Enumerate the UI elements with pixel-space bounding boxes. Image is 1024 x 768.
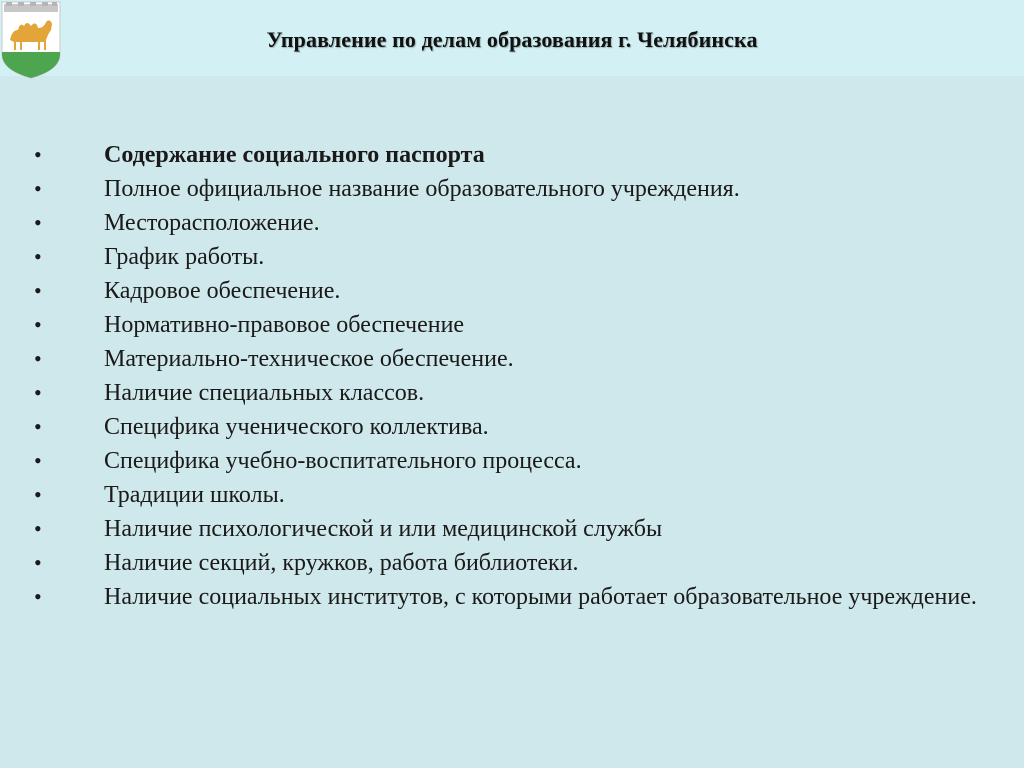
bullet-icon: • [34, 142, 42, 167]
list-item-text: Полное официальное название образовательного учреждения. [104, 176, 740, 202]
bullet-icon: • [34, 584, 42, 609]
list-item-text: Наличие психологической и или медицинской службы [104, 516, 663, 542]
list-item [34, 308, 994, 342]
list-item-text: Нормативно-правовое обеспечение [104, 312, 465, 338]
list-item [34, 376, 994, 410]
list-item [34, 138, 994, 172]
bullet-icon: • [34, 448, 42, 473]
list-item [34, 172, 994, 206]
bullet-icon: • [34, 210, 42, 235]
bullet-list [34, 138, 994, 612]
list-item-text: Традиции школы. [104, 482, 285, 508]
list-item-text: Специфика учебно-воспитательного процесса. [104, 448, 582, 474]
list-item [34, 546, 994, 580]
bullet-icon: • [34, 516, 42, 541]
bullet-icon: • [34, 312, 42, 337]
list-item-text: Специфика ученического коллектива. [104, 414, 489, 440]
list-item-text: Наличие специальных классов. [104, 380, 425, 406]
list-item-text: График работы. [104, 244, 265, 270]
list-item [34, 274, 994, 308]
page-title: Управление по делам образования г. Челябинска [266, 27, 758, 52]
bullet-icon: • [34, 550, 42, 575]
bullet-icon: • [34, 380, 42, 405]
list-item [34, 342, 994, 376]
list-item [34, 410, 994, 444]
list-item [34, 444, 994, 478]
bullet-icon: • [34, 278, 42, 303]
list-item-text: Наличие секций, кружков, работа библиотеки. [104, 550, 579, 576]
list-item [34, 512, 994, 546]
list-item [34, 478, 994, 512]
slide-content [34, 138, 994, 612]
bullet-icon: • [34, 346, 42, 371]
bullet-icon: • [34, 244, 42, 269]
list-item [34, 240, 994, 274]
list-item [34, 206, 994, 240]
list-item [34, 580, 994, 612]
bullet-icon: • [34, 482, 42, 507]
list-item-text: Месторасположение. [104, 210, 320, 236]
bullet-icon: • [34, 176, 42, 201]
bullet-icon: • [34, 414, 42, 439]
list-item-text: Кадровое обеспечение. [104, 278, 341, 304]
list-item-text: Наличие социальных институтов, с которыми работает образовательное учреждение. [104, 584, 977, 610]
list-item-text: Материально-техническое обеспечение. [104, 346, 514, 372]
list-item-text: Содержание социального паспорта [104, 142, 485, 168]
